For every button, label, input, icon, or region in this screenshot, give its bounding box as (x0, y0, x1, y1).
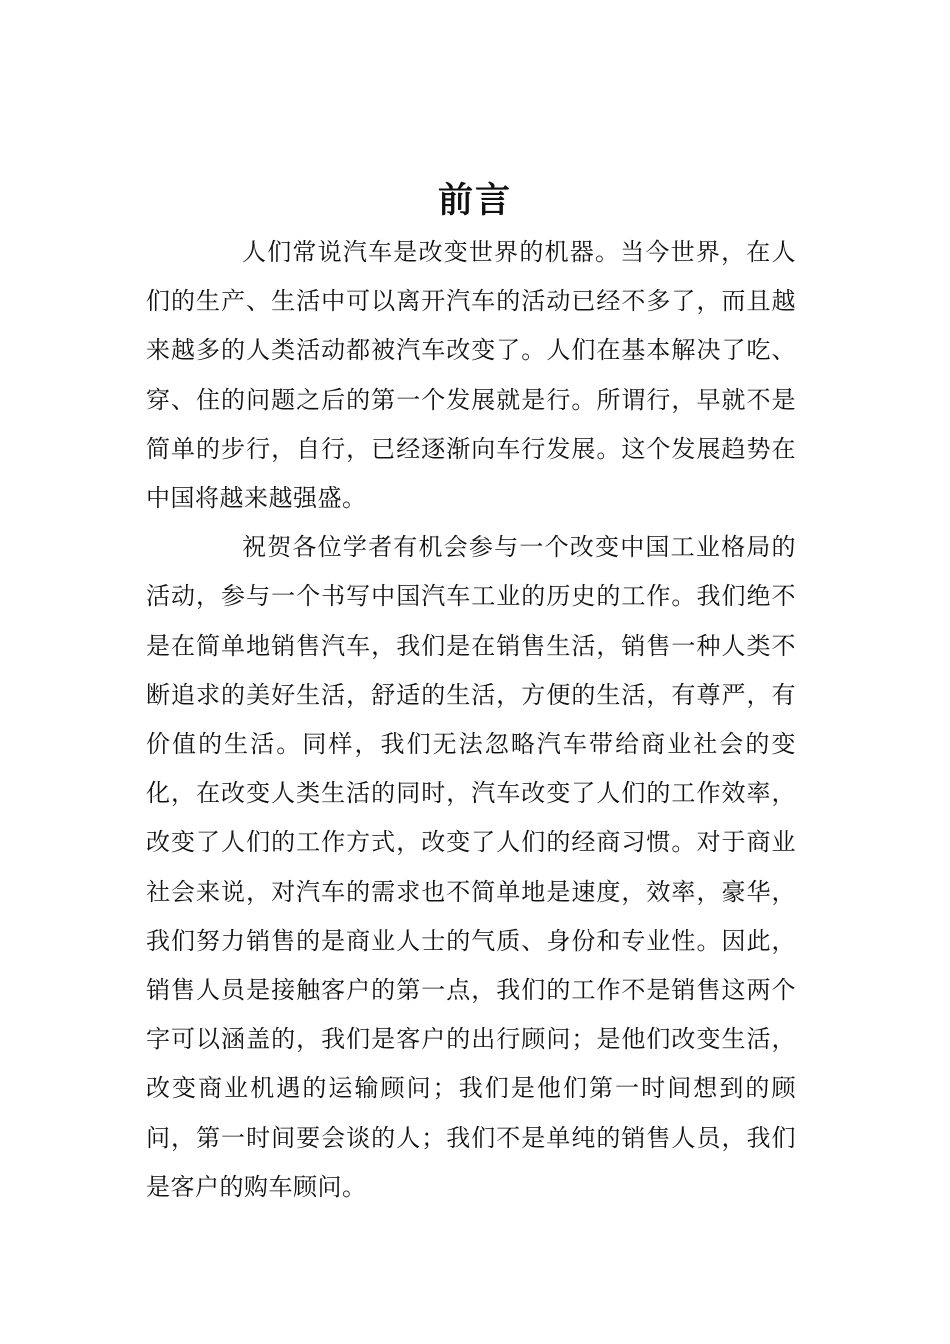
document-body (146, 228, 796, 1212)
paragraph-1: 人们常说汽车是改变世界的机器。当今世界，在人们的生产、生活中可以离开汽车的活动已经不多了，而且越来越多的人类活动都被汽车改变了。人们在基本解决了吃、穿、住的问题之后的第一个发展就是行。所谓行，早就不是简单的步行，自行，已经逐渐向车行发展。这个发展趋势在中国将越来越强盛。 (146, 238, 796, 513)
paragraph-2: 祝贺各位学者有机会参与一个改变中国工业格局的活动，参与一个书写中国汽车工业的历史的工作。我们绝不是在简单地销售汽车，我们是在销售生活，销售一种人类不断追求的美好生活，舒适的生活，方便的生活，有尊严，有价值的生活。同样，我们无法忽略汽车带给商业社会的变化，在改变人类生活的同时，汽车改变了人们的工作效率，改变了人们的工作方式，改变了人们的经商习惯。对于商业社会来说，对汽车的需求也不简单地是速度，效率，豪华，我们努力销售的是商业人士的气质、身份和专业性。因此，销售人员是接触客户的第一点，我们的工作不是销售这两个字可以涵盖的，我们是客户的出行顾问；是他们改变生活，改变商业机遇的运输顾问；我们是他们第一时间想到的顾问，第一时间要会谈的人；我们不是单纯的销售人员，我们是客户的购车顾问。 (146, 533, 796, 1201)
page-title: 前言 (437, 180, 512, 222)
